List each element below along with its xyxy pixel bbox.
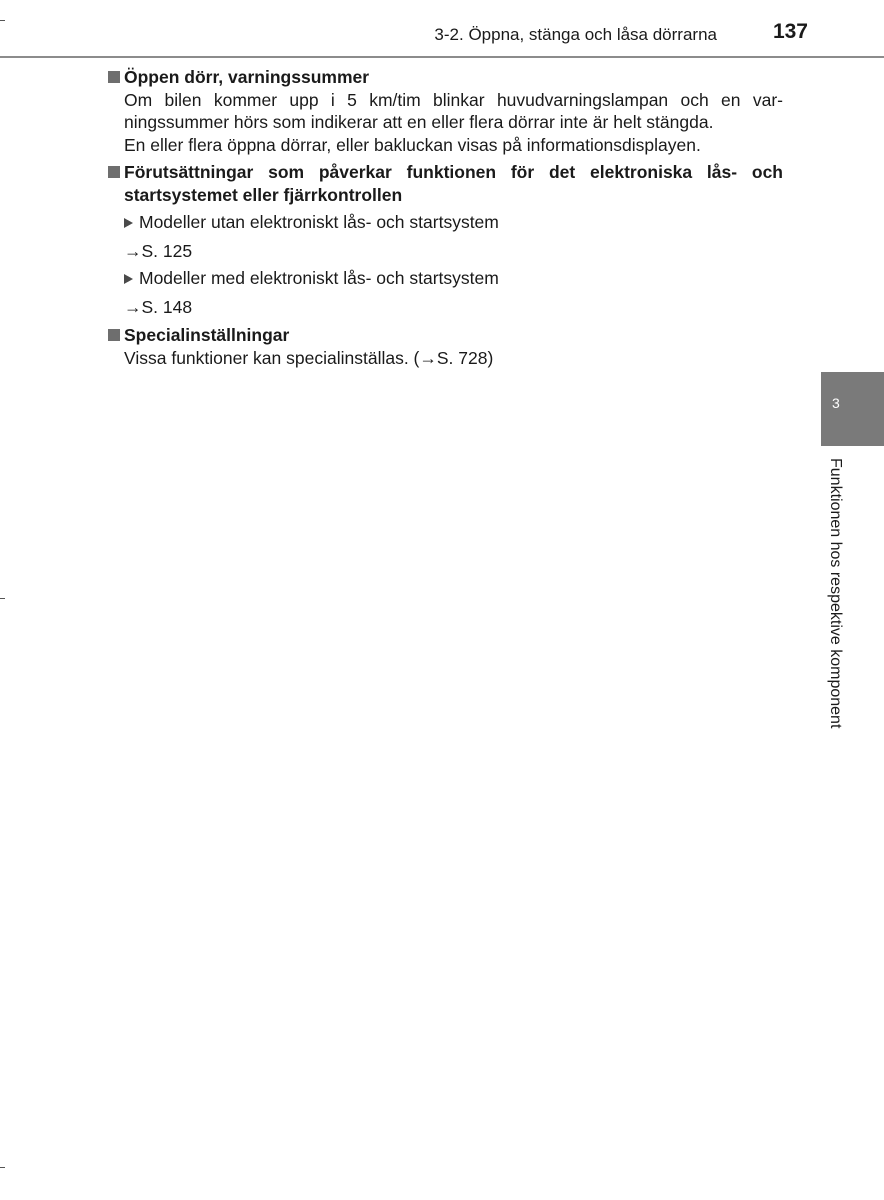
paragraph-line: En eller flera öppna dörrar, eller bakluckan visas på informationsdisplayen. (124, 134, 701, 155)
customization-paragraph: Vissa funktioner kan specialinställas. (→S. 728) (124, 347, 494, 368)
square-bullet-icon (108, 329, 120, 341)
crop-mark-middle (0, 598, 5, 599)
door-warning-paragraph (107, 89, 783, 157)
paragraph-line: Om bilen kommer upp i 5 km/tim blinkar huvudvarningslampan och en var- (124, 89, 783, 110)
paragraph-line: ningssummer hörs som indikerar att en eller flera dörrar inte är helt stängda. (124, 112, 714, 132)
header-rule (0, 56, 884, 58)
page-reference-link[interactable]: →S. 148 (124, 296, 193, 317)
list-item-with-smart-entry: Modeller med elektroniskt lås- och startsystem (107, 267, 783, 290)
square-bullet-icon (108, 71, 120, 83)
triangle-bullet-icon (124, 274, 133, 284)
chapter-title: Funktionen hos respektive komponent (827, 458, 844, 729)
crop-mark-bottom (0, 1167, 5, 1168)
triangle-bullet-icon (124, 218, 133, 228)
page-number: 137 (772, 20, 808, 43)
section-heading-conditions: Förutsättningar som påverkar funktionen för det elektroniska lås- och startsystemet eller fjärrkontrollen (107, 161, 783, 206)
section-heading-customization: Specialinställningar (107, 324, 783, 347)
list-item-without-smart-entry: Modeller utan elektroniskt lås- och startsystem (107, 211, 783, 234)
section-heading-door-warning: Öppen dörr, varningssummer (107, 66, 783, 89)
page-content (107, 66, 783, 369)
square-bullet-icon (108, 166, 120, 178)
chapter-tab (821, 372, 884, 446)
section-title: 3-2. Öppna, stänga och låsa dörrarna (434, 25, 717, 44)
chapter-number: 3 (832, 395, 840, 411)
crop-mark-top (0, 20, 5, 21)
page-reference-link[interactable]: →S. 125 (124, 240, 193, 261)
